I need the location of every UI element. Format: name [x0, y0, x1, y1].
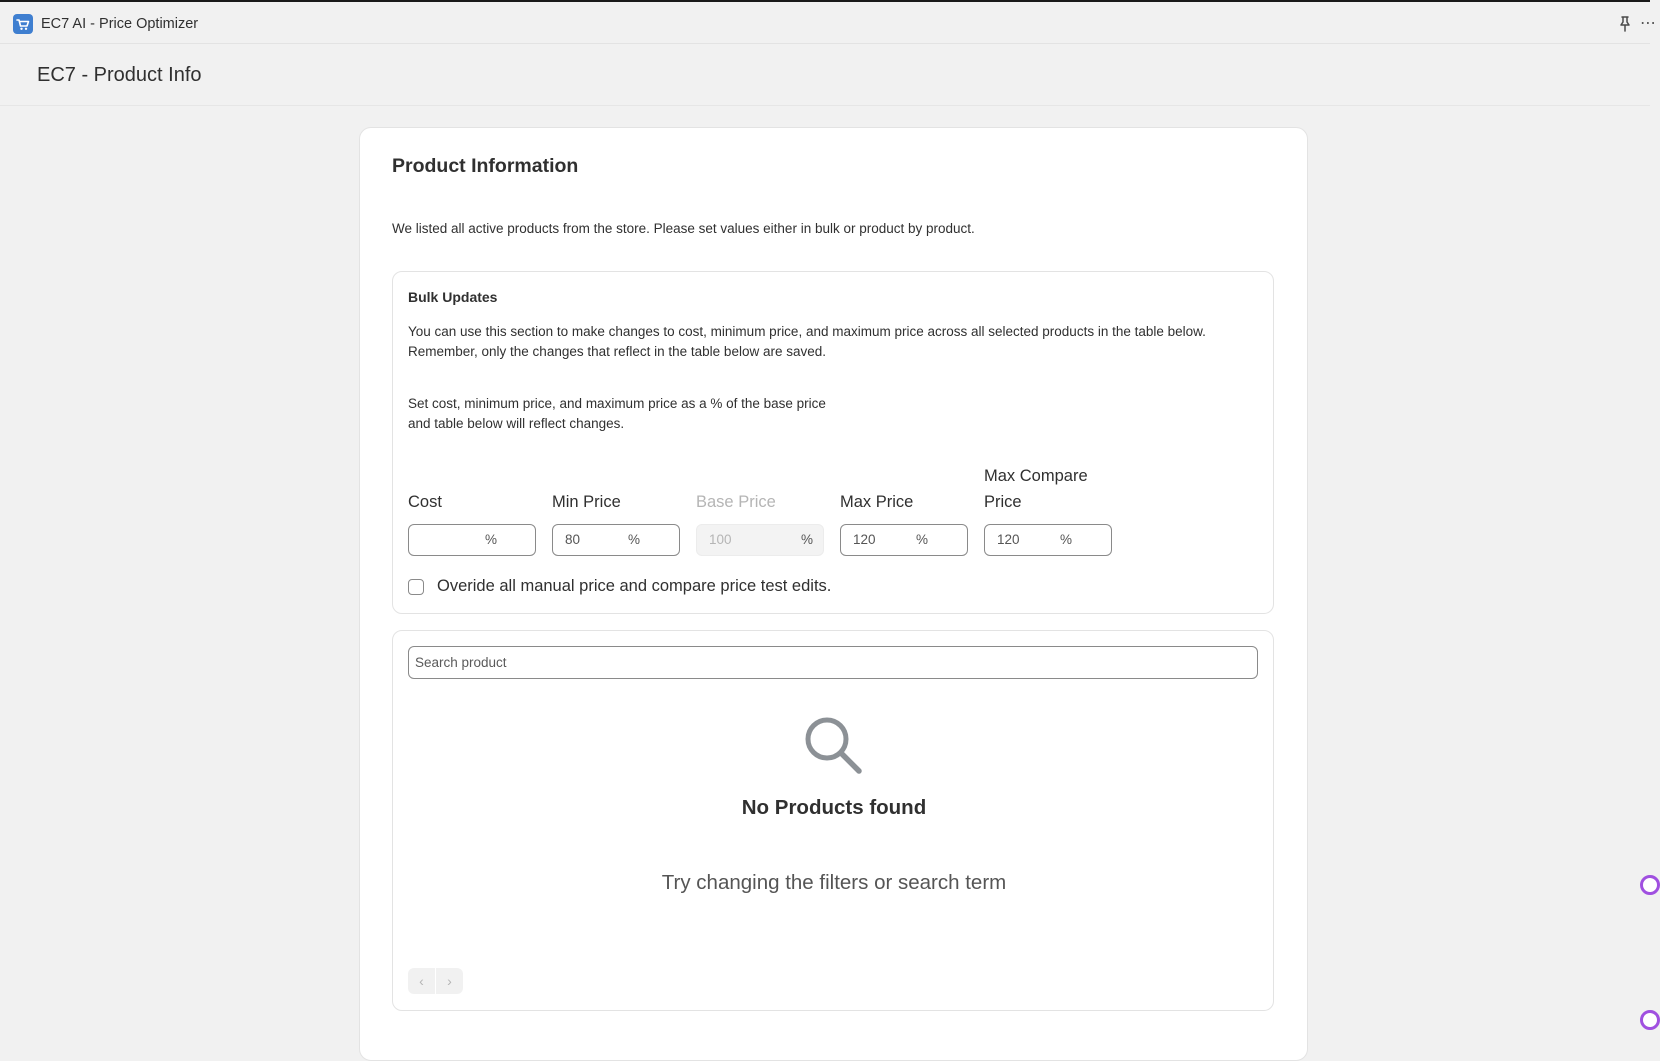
- min-price-input[interactable]: [552, 524, 680, 556]
- bulk-updates-help: Set cost, minimum price, and maximum price as a % of the base price and table below will reflect changes.: [408, 396, 826, 431]
- previous-page-button[interactable]: ‹: [408, 968, 435, 994]
- max-price-field: [840, 466, 970, 556]
- base-price-field: [696, 466, 826, 556]
- product-information-card: [359, 127, 1308, 1061]
- min-price-label: Min Price: [552, 493, 621, 511]
- pagination: [408, 968, 464, 994]
- page-title: EC7 - Product Info: [37, 64, 202, 86]
- base-price-value: 100: [709, 532, 732, 547]
- app-titlebar: [0, 2, 1656, 44]
- override-label[interactable]: Overide all manual price and compare price test edits.: [437, 577, 832, 595]
- max-price-label: Max Price: [840, 493, 914, 511]
- pin-icon[interactable]: [1618, 15, 1632, 33]
- cost-input[interactable]: [408, 524, 536, 556]
- percent-suffix: %: [801, 532, 814, 547]
- empty-state-subtitle: Try changing the filters or search term: [661, 871, 1007, 894]
- override-checkbox[interactable]: [408, 579, 424, 595]
- min-price-field: [552, 466, 682, 556]
- floating-widget-icon[interactable]: [1640, 875, 1660, 895]
- bulk-updates-title: Bulk Updates: [408, 289, 498, 305]
- bulk-updates-section: [392, 271, 1274, 614]
- search-icon: [801, 713, 865, 777]
- floating-widget-icon[interactable]: [1640, 1010, 1660, 1030]
- page-header: [0, 45, 1650, 106]
- max-compare-price-value: 120: [997, 532, 1020, 547]
- max-price-value: 120: [853, 532, 876, 547]
- search-product-input[interactable]: [408, 646, 1258, 679]
- min-price-value: 80: [565, 532, 581, 547]
- bulk-updates-description: You can use this section to make changes to cost, minimum price, and maximum price across all selected products in the table below. Remember, only the changes that reflect in the table below are saved.: [408, 324, 1206, 359]
- max-compare-price-field: [984, 466, 1114, 556]
- base-price-label: Base Price: [696, 493, 776, 511]
- cart-icon: [13, 14, 33, 34]
- percent-suffix: %: [916, 532, 929, 547]
- percent-suffix: %: [628, 532, 641, 547]
- card-title: Product Information: [392, 155, 579, 177]
- max-compare-price-label: Max Compare Price: [984, 467, 1088, 511]
- base-price-input: [696, 524, 824, 556]
- empty-state-title: No Products found: [741, 796, 927, 819]
- percent-suffix: %: [1060, 532, 1073, 547]
- percent-suffix: %: [485, 532, 498, 547]
- max-compare-price-input[interactable]: [984, 524, 1112, 556]
- next-page-button[interactable]: ›: [436, 968, 463, 994]
- app-title: EC7 AI - Price Optimizer: [41, 16, 199, 32]
- card-description: We listed all active products from the store. Please set values either in bulk or product by product.: [392, 221, 975, 236]
- product-results-section: [392, 630, 1274, 1011]
- cost-field: [408, 466, 538, 556]
- cost-label: Cost: [408, 493, 442, 511]
- max-price-input[interactable]: [840, 524, 968, 556]
- more-icon[interactable]: ⋯: [1640, 15, 1656, 32]
